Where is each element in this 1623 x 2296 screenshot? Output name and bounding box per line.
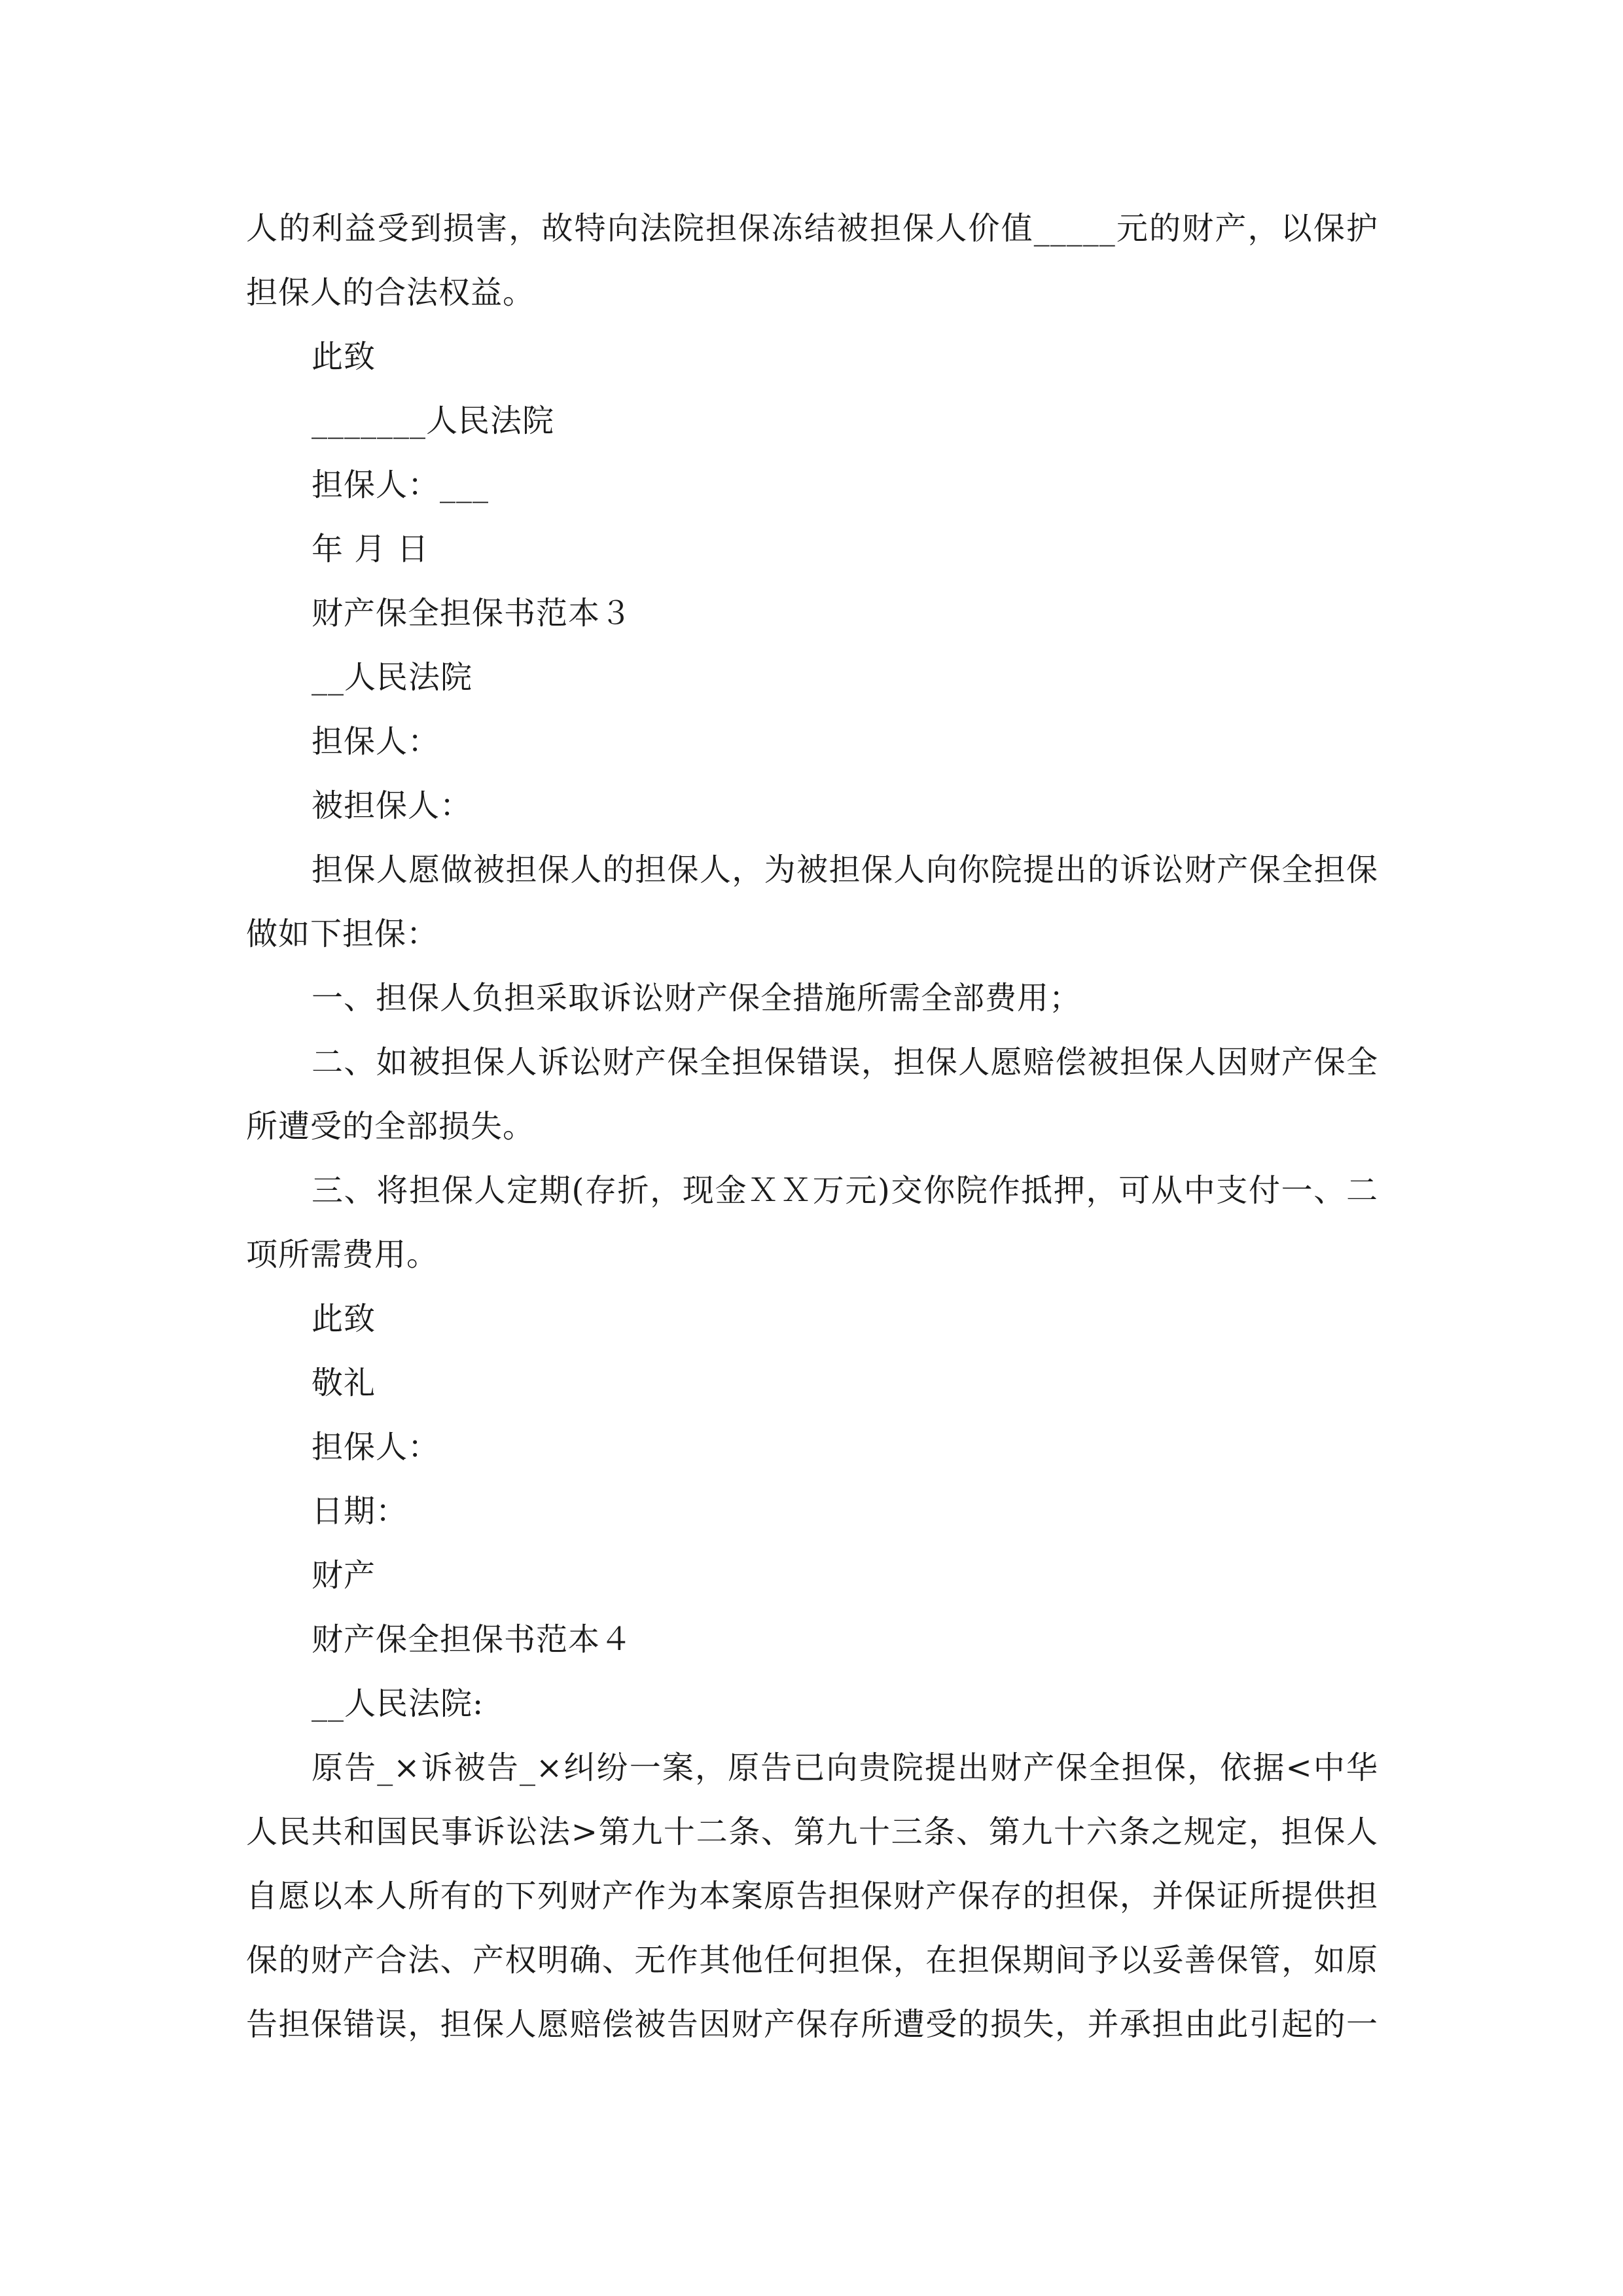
body-line: 担保人的合法权益。	[246, 274, 535, 311]
court-name-line: _______人民法院	[312, 403, 555, 439]
clause-line: 三、将担保人定期(存折，现金ＸＸ万元)交你院作抵押，可从中支付一、二	[312, 1172, 1378, 1209]
body-line: 人民共和国民事诉讼法>第九十二条、第九十三条、第九十六条之规定，担保人	[246, 1814, 1378, 1850]
guaranteed-party-line: 被担保人：	[312, 787, 473, 824]
salutation-line: 此致	[312, 338, 376, 375]
body-line: 告担保错误，担保人愿赔偿被告因财产保存所遭受的损失，并承担由此引起的一	[246, 2006, 1378, 2043]
body-line: 原告_×诉被告_×纠纷一案，原告已向贵院提出财产保全担保，依据<中华	[312, 1749, 1378, 1786]
court-name-line: __人民法院	[312, 659, 473, 696]
guarantor-line: 担保人：	[312, 723, 440, 760]
date-line: 年 月 日	[312, 531, 429, 567]
court-name-line: __人民法院:	[312, 1685, 484, 1722]
guarantor-line: 担保人：	[312, 1429, 440, 1465]
guarantor-line: 担保人：___	[312, 467, 490, 503]
salutation-line: 敬礼	[312, 1365, 376, 1401]
salutation-line: 此致	[312, 1300, 376, 1337]
document-body	[246, 196, 1378, 2056]
section-title: 财产保全担保书范本４	[312, 1621, 633, 1658]
section-title: 财产保全担保书范本３	[312, 595, 633, 632]
clause-line: 二、如被担保人诉讼财产保全担保错误，担保人愿赔偿被担保人因财产保全	[312, 1044, 1378, 1081]
body-line: 财产	[312, 1557, 376, 1594]
body-line: 做如下担保：	[246, 916, 439, 952]
body-line: 保的财产合法、产权明确、无作其他任何担保，在担保期间予以妥善保管，如原	[246, 1942, 1378, 1979]
clause-line: 项所需费用。	[246, 1236, 439, 1273]
clause-line: 所遭受的全部损失。	[246, 1108, 535, 1145]
clause-line: 一、担保人负担采取诉讼财产保全措施所需全部费用；	[312, 980, 1082, 1016]
body-line: 担保人愿做被担保人的担保人，为被担保人向你院提出的诉讼财产保全担保	[312, 852, 1378, 888]
body-line: 人的利益受到损害，故特向法院担保冻结被担保人价值_____元的财产，以保护	[246, 210, 1378, 247]
date-line: 日期：	[312, 1493, 408, 1530]
body-line: 自愿以本人所有的下列财产作为本案原告担保财产保存的担保，并保证所提供担	[246, 1878, 1378, 1914]
